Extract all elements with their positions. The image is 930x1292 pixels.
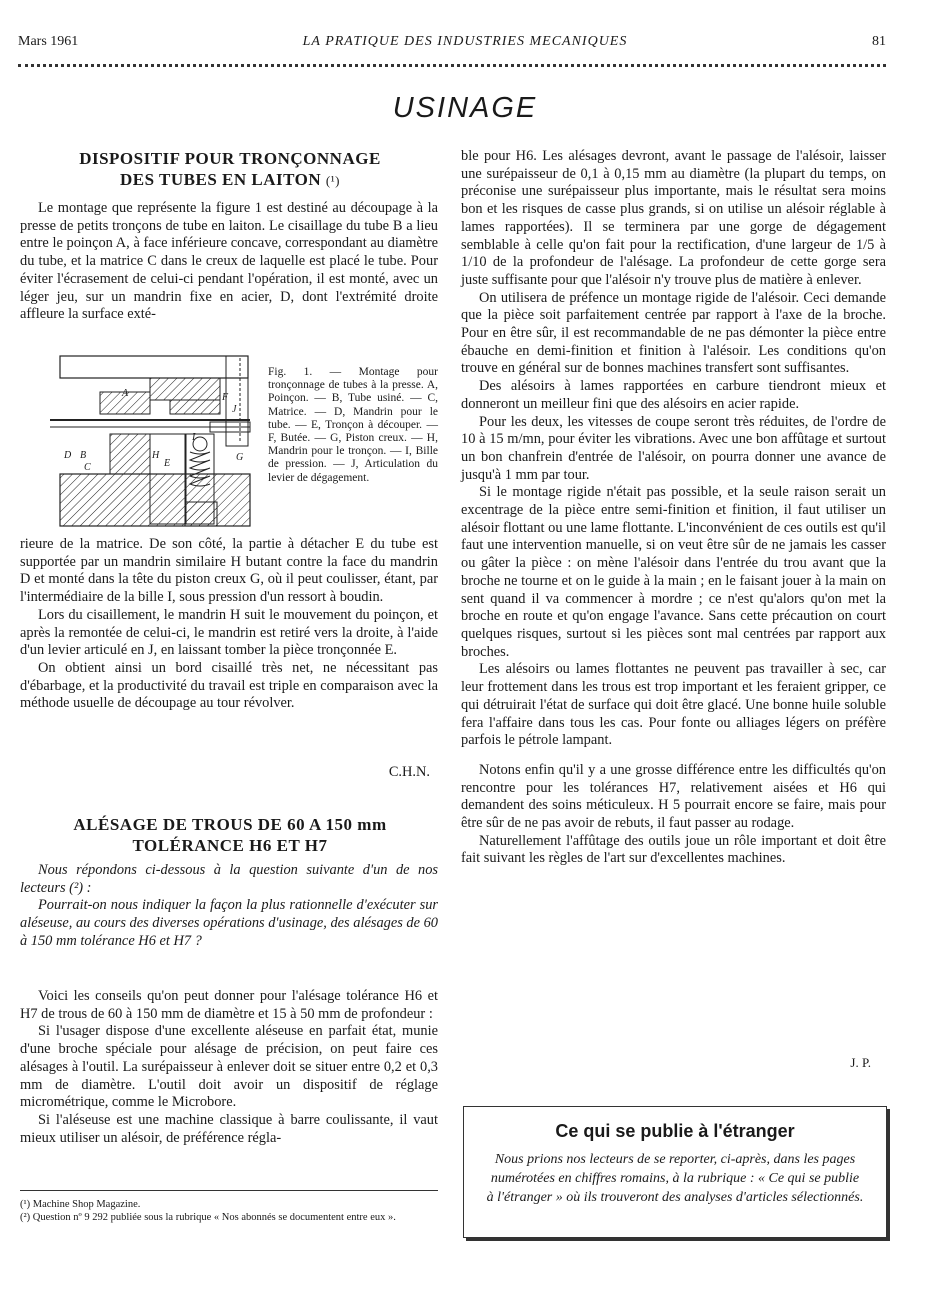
article2-left-paragraph-2: Si l'usager dispose d'une excellente aléseuse en parfait état, munie d'une broche spéciale pour alésage de précision, on peut faire ces alésages à l'outil. La surépaisseur à enlever doit se situer entre 0,2 et 0,3 mm de diamètre. L'outil doit avoir un dispositif de réglage micrométrique, comme le Microbore.	[20, 1023, 438, 1111]
footnote-rule	[20, 1190, 438, 1191]
figure-label-d: D	[64, 450, 72, 461]
article2-left-body	[20, 988, 438, 1147]
figure-label-h: H	[152, 450, 160, 461]
article2-left-paragraph-3: Si l'aléseuse est une machine classique à barre coulissante, il vaut mieux utiliser un alésoir, de préférence régla-	[20, 1111, 438, 1146]
article2-right-paragraph-2: On utilisera de préfence un montage rigide de l'alésoir. Ceci demande que la pièce soit parfaitement centrée par rapport à l'axe de la broche. Pour en être sûr, il est recommandable de ne pas démonter la pièce entre ébauche en demi-finition et finition à l'alésoir. Les conditions qu'on trouve en général sur de bonnes machines transfert sont suffisantes.	[461, 289, 886, 377]
article2-title-line1: ALÉSAGE DE TROUS DE 60 A 150 mm	[73, 815, 387, 834]
box-text: Nous prions nos lecteurs de se reporter, ci-après, dans les pages numérotées en chiffres romains, à la rubrique : « Ce qui se publie à l'étranger » où ils trouveront des analyses d'articles sélectionnés.	[486, 1152, 864, 1205]
figure-label-i: I	[192, 432, 196, 443]
article1-signature: C.H.N.	[388, 764, 430, 780]
article2-right-body	[461, 148, 886, 868]
header-journal-title: LA PRATIQUE DES INDUSTRIES MECANIQUES	[302, 34, 628, 49]
article1-paragraph-1: Le montage que représente la figure 1 est destiné au découpage à la presse de petits tronçons de tube en laiton. Le cisaillage du tube B a lieu entre le poinçon A, à face inférieure concave, correspondant au diamètre du tube, et la matrice C dans le creux de laquelle est placé le tube. Pour éviter l'écrasement de celui-ci pendant l'opération, il est monté, avec un léger jeu, sur un mandrin fixe en acier, D, dont l'extrémité droite affleure la surface exté-	[20, 200, 438, 323]
article1-paragraph-2: rieure de la matrice. De son côté, la partie à détacher E du tube est supportée par un mandrin similaire H butant contre la face du mandrin D et monté dans la tête du piston creux G, où il peut coulisser, étant, par l'intermédiaire de la bille I, sous pression d'un ressort à boudin.	[20, 536, 438, 606]
article1-body	[20, 536, 438, 713]
article2-intro	[20, 862, 438, 951]
article2-intro-text: Nous répondons ci-dessous à la question suivante d'un de nos lecteurs (²) :	[20, 862, 438, 896]
article1-title-line1: DISPOSITIF POUR TRONÇONNAGE	[79, 149, 381, 168]
header-date: Mars 1961	[18, 34, 79, 49]
article1-paragraph-4: On obtient ainsi un bord cisaillé très net, ne nécessitant pas d'ébarbage, et la productivité du travail est triple en comparaison avec la méthode usuelle de découpage au tour révolver.	[20, 659, 438, 712]
section-title: USINAGE	[392, 92, 538, 124]
article2-signature: J. P.	[850, 1055, 871, 1070]
figure-label-b: B	[80, 450, 87, 461]
article2-title	[20, 814, 440, 856]
footnote-2: (²) Question nº 9 292 publiée sous la rubrique « Nos abonnés se documentent entre eux ».	[20, 1212, 396, 1223]
article2-right-paragraph-1: ble pour H6. Les alésages devront, avant le passage de l'alésoir, laisser une surépaisseur de 0,1 à 0,15 mm au diamètre (la plupart du temps, on préconise une surépaisseur plus importante, mais le résultat sera moins bon et les risques de casse plus grands, si on utilise un alésoir réglable à lames rapportées). Il se terminera par une gorge de dégagement semblable à celle qu'on fait pour la rectification, d'une largeur de 1/5 à 1/10 de la profondeur de l'alésage. La profondeur de cette gorge sera juste suffisante pour que l'alésoir n'y trouve plus de matière à enlever.	[461, 148, 886, 288]
header-rule	[18, 64, 886, 67]
figure-label-e: E	[164, 458, 171, 469]
article2-right-paragraph-5: Si le montage rigide n'était pas possible, et la seule raison serait un excentrage de la pièce entre semi-finition et finition, il faut utiliser un alésoir flottant ou une lame flottante. L'inconvénient de ces outils est qu'il faut une intervention manuelle, si on veut être sûr de ne jamais les casser ou gâter la pièce : on mène l'alésoir dans l'entrée du trou avant que la broche ne tourne et on le guide à la main ; en le faisant jouer à la main on sent quand il va commencer à mordre ; ce n'est qu'alors qu'on met la broche en route et qu'on engage l'avance. Sans cette précaution on court quelques risques, surtout si les pièces sont mal centrées par rapport aux broches.	[461, 484, 886, 660]
article1-title-line2: DES TUBES EN LAITON	[120, 170, 322, 189]
footnotes	[20, 1198, 438, 1224]
figure-label-g: G	[236, 452, 244, 463]
article2-right-paragraph-8: Naturellement l'affûtage des outils joue un rôle important et doit être fait suivant les règles de l'art sur d'excellentes machines.	[461, 832, 886, 867]
figure-label-c: C	[84, 462, 91, 473]
figure-1-caption: Fig. 1. — Montage pour tronçonnage de tubes à la presse. A, Poinçon. — B, Tube usiné. — C, Matrice. — D, Mandrin pour le tube. — E, Tronçon à découper. — F, Butée. — G, Piston creux. — H, Mandrin pour le tronçon. — I, Bille de pression. — J, Articulation du levier de dégagement.	[268, 366, 438, 484]
figure-1	[50, 352, 260, 527]
article1-paragraph-3: Lors du cisaillement, le mandrin H suit le mouvement du poinçon, et après la remontée de celui-ci, le mandrin est retiré vers la droite, à l'aide d'un levier articulé en J, en laissant tomber la pièce tronçonnée E.	[20, 606, 438, 659]
box-title: Ce qui se publie à l'étranger	[555, 1121, 795, 1141]
article2-title-line2: TOLÉRANCE H6 ET H7	[132, 836, 328, 855]
article2-right-paragraph-7: Notons enfin qu'il y a une grosse différence entre les difficultés qu'on rencontre pour les tolérances H7, relativement aisées et H6 qui demandent des soins méticuleux. H 5 pourrait encore se faire, mais pour être sûr de ne pas avoir de rebuts, il faut passer au rodage.	[461, 761, 886, 832]
figure-label-a: A	[122, 388, 129, 399]
footnote-1: (¹) Machine Shop Magazine.	[20, 1199, 141, 1210]
article2-right-paragraph-6: Les alésoirs ou lames flottantes ne peuvent pas travailler à sec, car leur frottement dans les trous est trop important et les feraient gripper, ce qui détruirait l'état de surface qui doit être glacé. Une bonne huile soluble fera l'affaire dans tous les cas. Pour fonte ou alliages légers on préfère parfois le pétrole lampant.	[461, 661, 886, 749]
article2-right-paragraph-3: Des alésoirs à lames rapportées en carbure tiendront mieux et donneront un meilleur fini que des alésoirs en acier rapide.	[461, 378, 886, 412]
article2-question: Pourrait-on nous indiquer la façon la plus rationnelle d'exécuter sur aléseuse, au cours des diverses opérations d'usinage, des alésages de 60 à 150 mm tolérance H6 et H7 ?	[20, 897, 438, 949]
article1-title	[20, 148, 440, 191]
foreign-publications-box	[463, 1106, 887, 1238]
article1-title-note: (¹)	[325, 173, 340, 188]
article2-left-paragraph-1: Voici les conseils qu'on peut donner pour l'alésage tolérance H6 et H7 de trous de 60 à 150 mm de diamètre et 15 à 50 mm de profondeur :	[20, 988, 438, 1022]
page-number: 81	[872, 34, 886, 49]
figure-1-drawing	[50, 352, 260, 527]
article2-right-paragraph-4: Pour les deux, les vitesses de coupe seront très réduites, de l'ordre de 10 à 15 m/mn, pour éviter les vibrations. Avec une bon affûtage et surtout un bon chanfrein d'entrée de l'alésoir, on pourra donner une avance de jusqu'à 1 mm par tour.	[461, 413, 886, 483]
figure-label-j: J	[232, 404, 237, 415]
figure-label-f: F	[222, 392, 229, 403]
